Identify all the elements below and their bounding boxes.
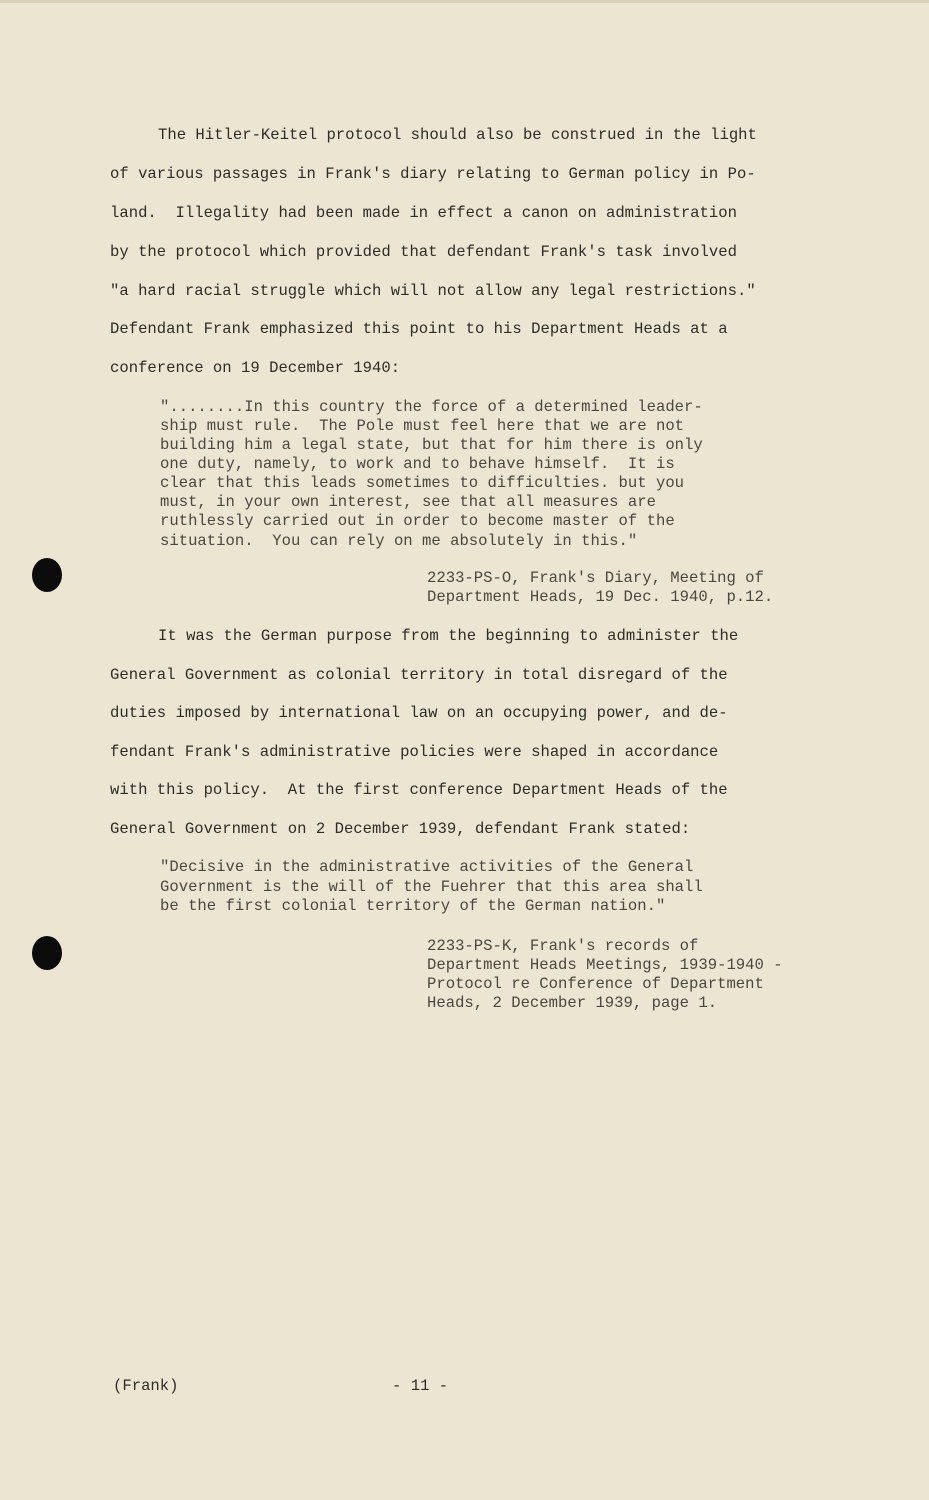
quote-line: be the first colonial territory of the German nation.": [160, 897, 666, 915]
citation-line: Heads, 2 December 1939, page 1.: [427, 994, 718, 1012]
quote-line: clear that this leads sometimes to difficulties. but you: [160, 474, 685, 492]
quote-line: "........In this country the force of a determined leader-: [160, 398, 703, 416]
paragraph-line: General Government as colonial territory in total disregard of the: [110, 666, 728, 684]
quote-line: ruthlessly carried out in order to become master of the: [160, 512, 675, 530]
quote-line: Government is the will of the Fuehrer that this area shall: [160, 878, 703, 896]
quote-line: one duty, namely, to work and to behave himself. It is: [160, 455, 675, 473]
paragraph-line: of various passages in Frank's diary relating to German policy in Po-: [110, 165, 756, 183]
citation-line: Department Heads Meetings, 1939-1940 -: [427, 956, 783, 974]
quote-line: ship must rule. The Pole must feel here that we are not: [160, 417, 685, 435]
paragraph-line: General Government on 2 December 1939, defendant Frank stated:: [110, 820, 691, 838]
paragraph-line: fendant Frank's administrative policies were shaped in accordance: [110, 743, 719, 761]
paragraph-line: duties imposed by international law on an occupying power, and de-: [110, 704, 728, 722]
paragraph-line: The Hitler-Keitel protocol should also be construed in the light: [158, 126, 757, 144]
paragraph-line: land. Illegality had been made in effect a canon on administration: [110, 204, 737, 222]
citation-line: Department Heads, 19 Dec. 1940, p.12.: [427, 588, 774, 606]
quote-line: must, in your own interest, see that all measures are: [160, 493, 656, 511]
punch-hole: [32, 558, 62, 592]
quote-line: building him a legal state, but that for him there is only: [160, 436, 703, 454]
quote-line: "Decisive in the administrative activities of the General: [160, 858, 694, 876]
paragraph-line: with this policy. At the first conference Department Heads of the: [110, 781, 728, 799]
paragraph-line: Defendant Frank emphasized this point to his Department Heads at a: [110, 320, 728, 338]
page-edge: [0, 0, 929, 3]
paragraph-line: It was the German purpose from the beginning to administer the: [158, 627, 739, 645]
citation-line: Protocol re Conference of Department: [427, 975, 764, 993]
citation-line: 2233-PS-K, Frank's records of: [427, 937, 699, 955]
paragraph-line: by the protocol which provided that defendant Frank's task involved: [110, 243, 737, 261]
quote-line: situation. You can rely on me absolutely in this.": [160, 532, 638, 550]
paragraph-line: conference on 19 December 1940:: [110, 359, 401, 377]
page-number: - 11 -: [392, 1377, 449, 1395]
citation-line: 2233-PS-O, Frank's Diary, Meeting of: [427, 569, 764, 587]
footer-label: (Frank): [113, 1377, 179, 1395]
punch-hole: [32, 936, 62, 970]
paragraph-line: "a hard racial struggle which will not allow any legal restrictions.": [110, 282, 756, 300]
